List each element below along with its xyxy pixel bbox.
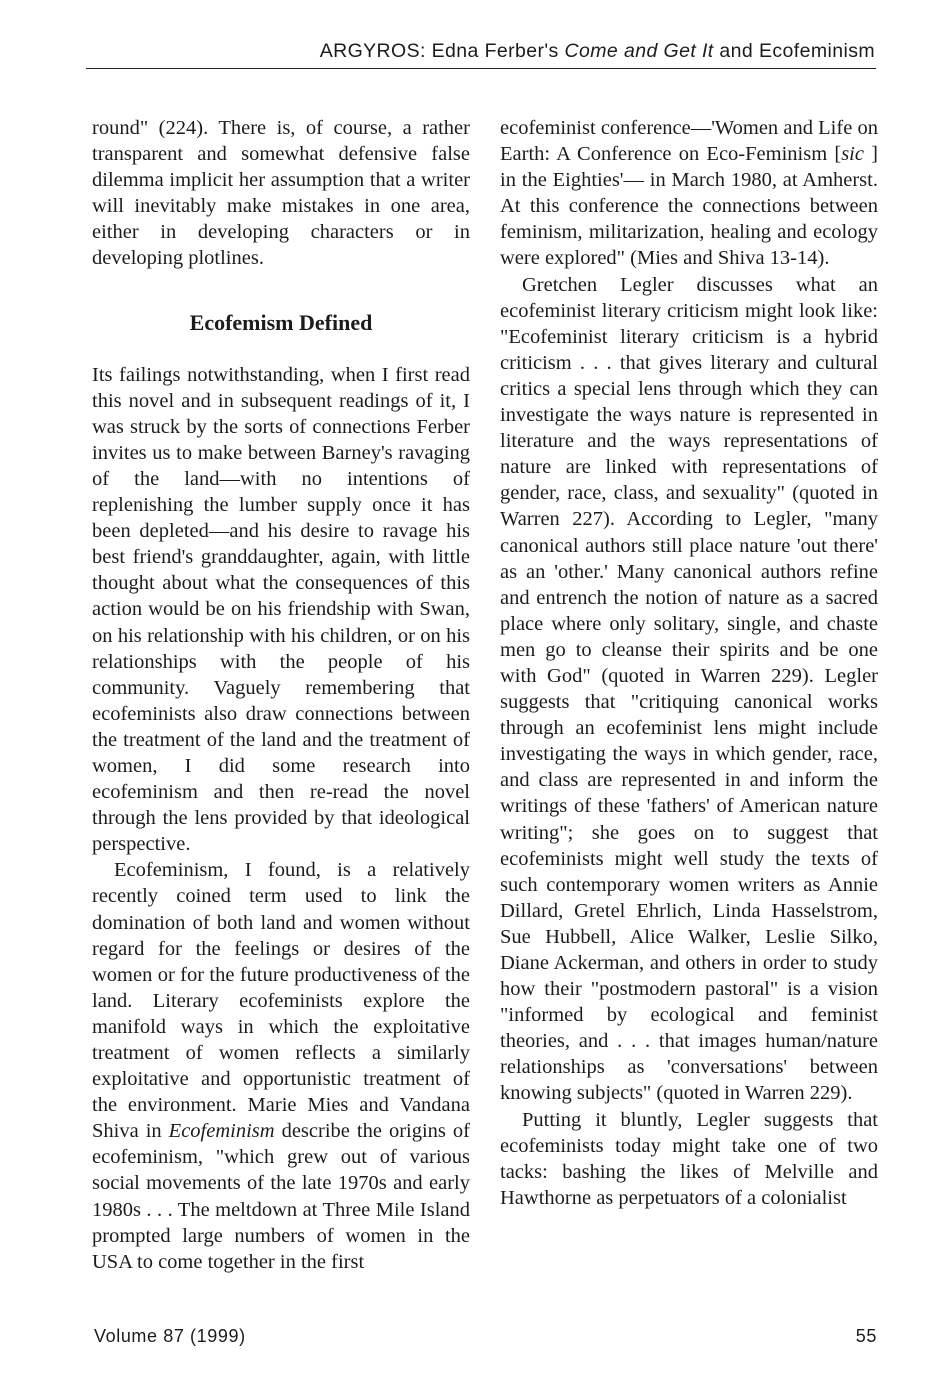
section-heading: Ecofemism Defined <box>189 309 373 335</box>
paragraph-text: describe the origins of ecofeminism, "which grew out of various social movements of the late 1970s and early 1980s . . . The meltdown at Three Mile Island prompted large numbers of women in the USA to come together in the first <box>92 1120 470 1273</box>
footer-volume: Volume 87 (1999) <box>94 1326 246 1346</box>
running-header <box>88 38 875 64</box>
paragraph: Gretchen Legler discusses what an ecofeminist literary criticism might look like: "Ecofeminist literary criticism is a hybrid criticism . . . that gives literary and cultural critics a special lens through which they can investigate the ways nature is represented in literature and the ways representations of nature are linked with representations of gender, race, class, and sexuality" (quoted in Warren 227). According to Legler, "many canonical authors still place nature 'out there' as an 'other.' Many canonical authors refine and entrench the notion of nature as a sacred place where only solitary, single, and chaste men go to cleanse their spirits and be one with God" (quoted in Warren 229). Legler suggests that "critiquing canonical works through an ecofeminist lens might include investigating the ways in which gender, race, and class are represented in and inform the writings of these 'fathers' of American nature writing"; she goes on to suggest that ecofeminists might well study the texts of such contemporary women writers as Annie Dillard, Gretel Ehrlich, Linda Hasselstrom, Sue Hubbell, Alice Walker, Leslie Silko, Diane Ackerman, and others in order to study how their "postmodern pastoral" is a vision "informed by ecological and feminist theories, and . . . that images human/nature relationships as 'conversations' between knowing subjects" (quoted in Warren 229). <box>500 273 878 1105</box>
paragraph-text: Ecofeminism, I found, is a relatively recently coined term used to link the domination of both land and women without regard for the feelings or desires of the women or for the future productiveness of the land. Literary ecofeminists explore the manifold ways in which the exploitative treatment of women reflects a similarly exploitative and opportunistic treatment of the environment. Marie Mies and Vandana Shiva in <box>92 859 470 1143</box>
book-title-italic: Ecofeminism <box>168 1120 275 1143</box>
paragraph: round" (224). There is, of course, a rather transparent and somewhat defensive false dilemma implicit her assumption that a writer will inevitably make mistakes in one area, either in developing characters or in developing plotlines. <box>92 117 470 270</box>
running-header-book-title: Come and Get It <box>564 40 714 62</box>
header-rule <box>86 68 876 69</box>
paragraph: Putting it bluntly, Legler suggests that ecofeminists today might take one of two tacks: bashing the likes of Melville and Hawthorne as perpetuators of a colonialist <box>500 1108 878 1209</box>
right-column <box>500 115 878 1211</box>
paragraph-text: ecofeminist conference—'Women and Life on Earth: A Conference on Eco-Feminism [ <box>500 117 878 166</box>
running-header-prefix: ARGYROS: Edna Ferber's <box>319 40 565 62</box>
left-column <box>92 115 470 1275</box>
page-number: 55 <box>855 1326 877 1346</box>
sic-italic: sic <box>841 143 864 166</box>
paragraph-text: ] in the Eighties'— in March 1980, at Amherst. At this conference the connections between feminism, militarization, healing and ecology were explored" (Mies and Shiva 13-14). <box>500 143 879 270</box>
paragraph <box>500 115 878 272</box>
paragraph <box>92 857 470 1275</box>
running-header-suffix: and Ecofeminism <box>713 40 875 62</box>
paragraph: Its failings notwithstanding, when I first read this novel and in subsequent readings of it, I was struck by the sorts of connections Ferber invites us to make between Barney's ravaging of the land—with no intentions of replenishing the lumber supply once it has been depleted—and his desire to ravage his best friend's granddaughter, again, with little thought about what the consequences of this action would be on his friendship with Swan, on his relationship with his children, or on his relationships with the people of his community. Vaguely remembering that ecofeminists also draw connections between the treatment of the land and the treatment of women, I did some research into ecofeminism and then re-read the novel through the lens provided by that ideological perspective. <box>92 363 470 856</box>
